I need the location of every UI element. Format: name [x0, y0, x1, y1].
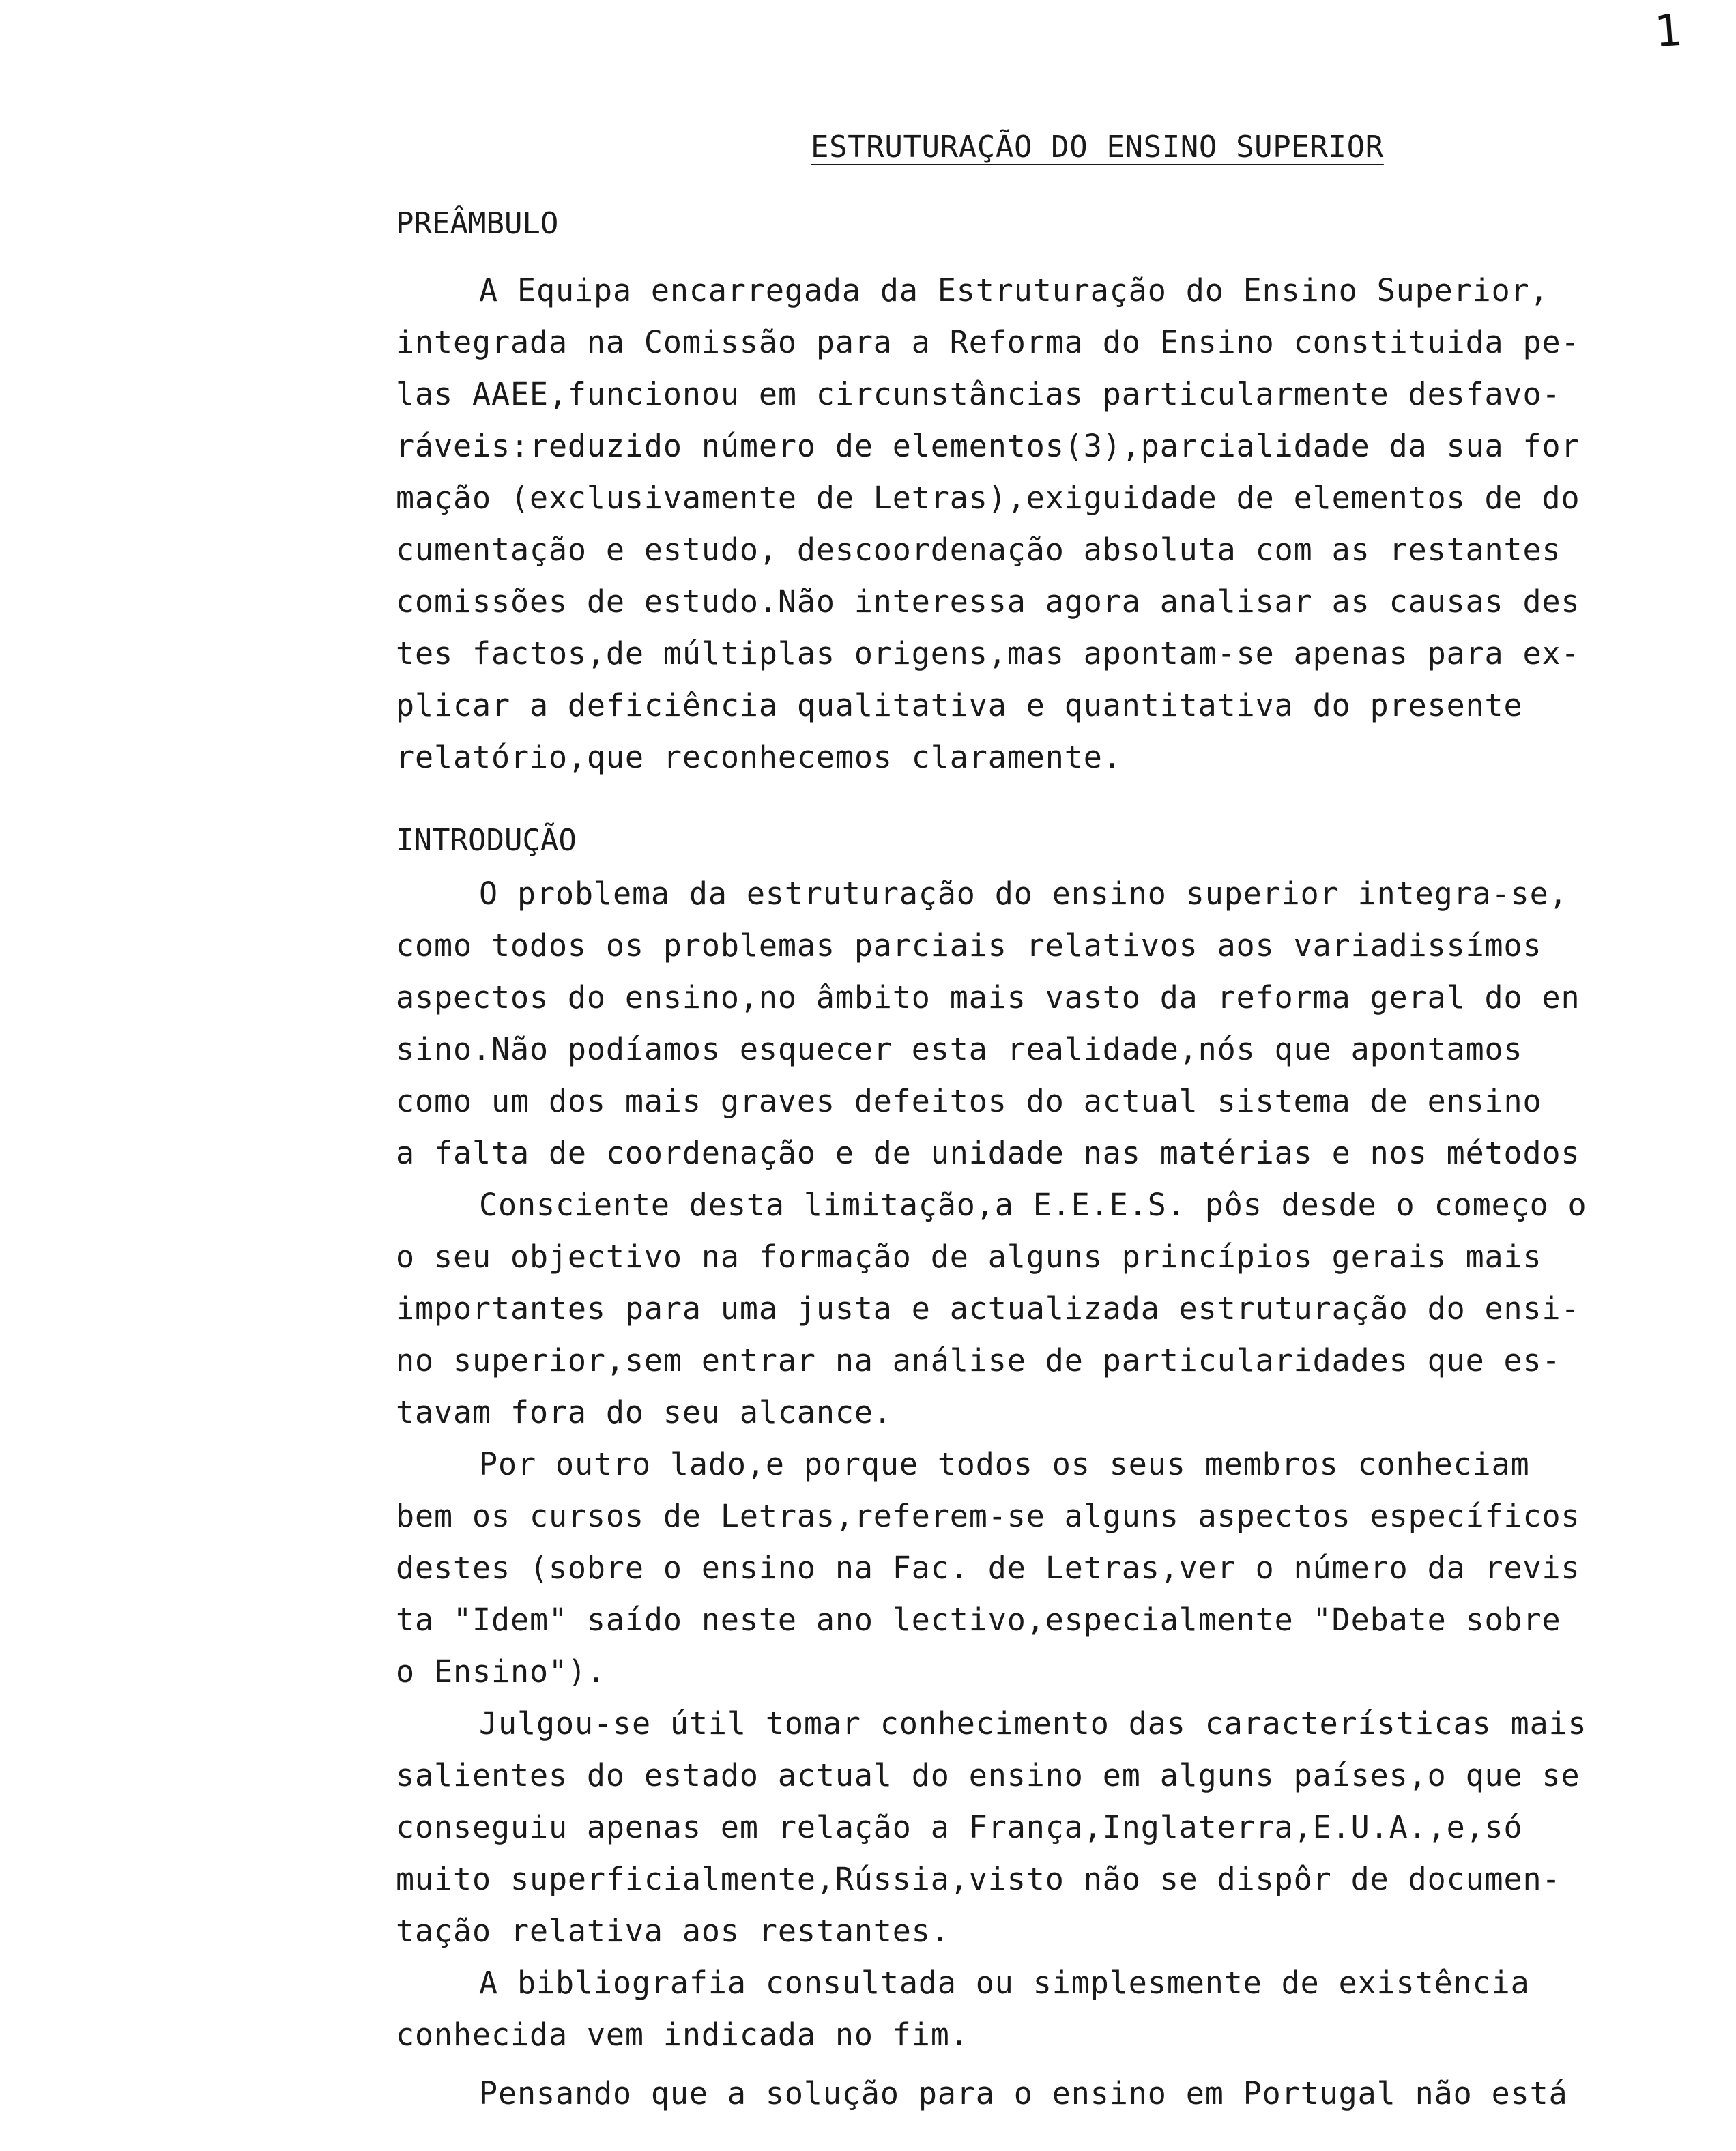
page-number: 1 — [1653, 5, 1685, 58]
text-line: ráveis:reduzido número de elementos(3),parcialidade da sua for — [396, 428, 1580, 464]
text-line: aspectos do ensino,no âmbito mais vasto da reforma geral do en — [396, 979, 1580, 1015]
text-line: bem os cursos de Letras,referem-se alguns aspectos específicos — [396, 1498, 1580, 1534]
introducao-heading: INTRODUÇÃO — [396, 823, 577, 858]
text-line: salientes do estado actual do ensino em alguns países,o que se — [396, 1757, 1580, 1793]
document-title: ESTRUTURAÇÃO DO ENSINO SUPERIOR — [811, 130, 1384, 164]
text-line: cumentação e estudo, descoordenação absoluta com as restantes — [396, 532, 1561, 568]
text-line: tação relativa aos restantes. — [396, 1913, 950, 1949]
text-line: o seu objectivo na formação de alguns princípios gerais mais — [396, 1239, 1542, 1275]
text-line: comissões de estudo.Não interessa agora analisar as causas des — [396, 583, 1580, 620]
text-line: o Ensino"). — [396, 1654, 606, 1690]
text-line: A Equipa encarregada da Estruturação do Ensino Superior, — [479, 272, 1549, 308]
text-line: a falta de coordenação e de unidade nas matérias e nos métodos — [396, 1135, 1580, 1171]
text-line: O problema da estruturação do ensino superior integra-se, — [479, 876, 1568, 912]
text-line: como todos os problemas parciais relativos aos variadissímos — [396, 927, 1542, 964]
text-line: Pensando que a solução para o ensino em Portugal não está — [479, 2075, 1568, 2111]
text-line: ta "Idem" saído neste ano lectivo,especialmente "Debate sobre — [396, 1602, 1561, 1638]
text-line: importantes para uma justa e actualizada estruturação do ensi- — [396, 1290, 1580, 1327]
text-line: las AAEE,funcionou em circunstâncias particularmente desfavo- — [396, 376, 1561, 412]
text-line: como um dos mais graves defeitos do actual sistema de ensino — [396, 1083, 1542, 1119]
text-line: tavam fora do seu alcance. — [396, 1394, 893, 1430]
text-line: relatório,que reconhecemos claramente. — [396, 739, 1122, 775]
text-line: destes (sobre o ensino na Fac. de Letras,ver o número da revis — [396, 1550, 1580, 1586]
text-line: Julgou-se útil tomar conhecimento das características mais — [479, 1705, 1587, 1742]
text-line: muito superficialmente,Rússia,visto não se dispôr de documen- — [396, 1861, 1561, 1897]
text-line: plicar a deficiência qualitativa e quantitativa do presente — [396, 687, 1523, 723]
text-line: conhecida vem indicada no fim. — [396, 2017, 969, 2053]
text-line: sino.Não podíamos esquecer esta realidade,nós que apontamos — [396, 1031, 1523, 1067]
preambulo-heading: PREÂMBULO — [396, 206, 559, 241]
text-line: Consciente desta limitação,a E.E.E.S. pôs desde o começo o — [479, 1187, 1587, 1223]
text-line: mação (exclusivamente de Letras),exiguidade de elementos de do — [396, 480, 1580, 516]
text-line: Por outro lado,e porque todos os seus membros conheciam — [479, 1446, 1530, 1482]
text-line: conseguiu apenas em relação a França,Inglaterra,E.U.A.,e,só — [396, 1809, 1523, 1845]
text-line: integrada na Comissão para a Reforma do Ensino constituida pe- — [396, 324, 1580, 360]
text-line: A bibliografia consultada ou simplesmente de existência — [479, 1965, 1530, 2001]
text-line: no superior,sem entrar na análise de particularidades que es- — [396, 1342, 1561, 1378]
text-line: tes factos,de múltiplas origens,mas apontam-se apenas para ex- — [396, 635, 1580, 672]
